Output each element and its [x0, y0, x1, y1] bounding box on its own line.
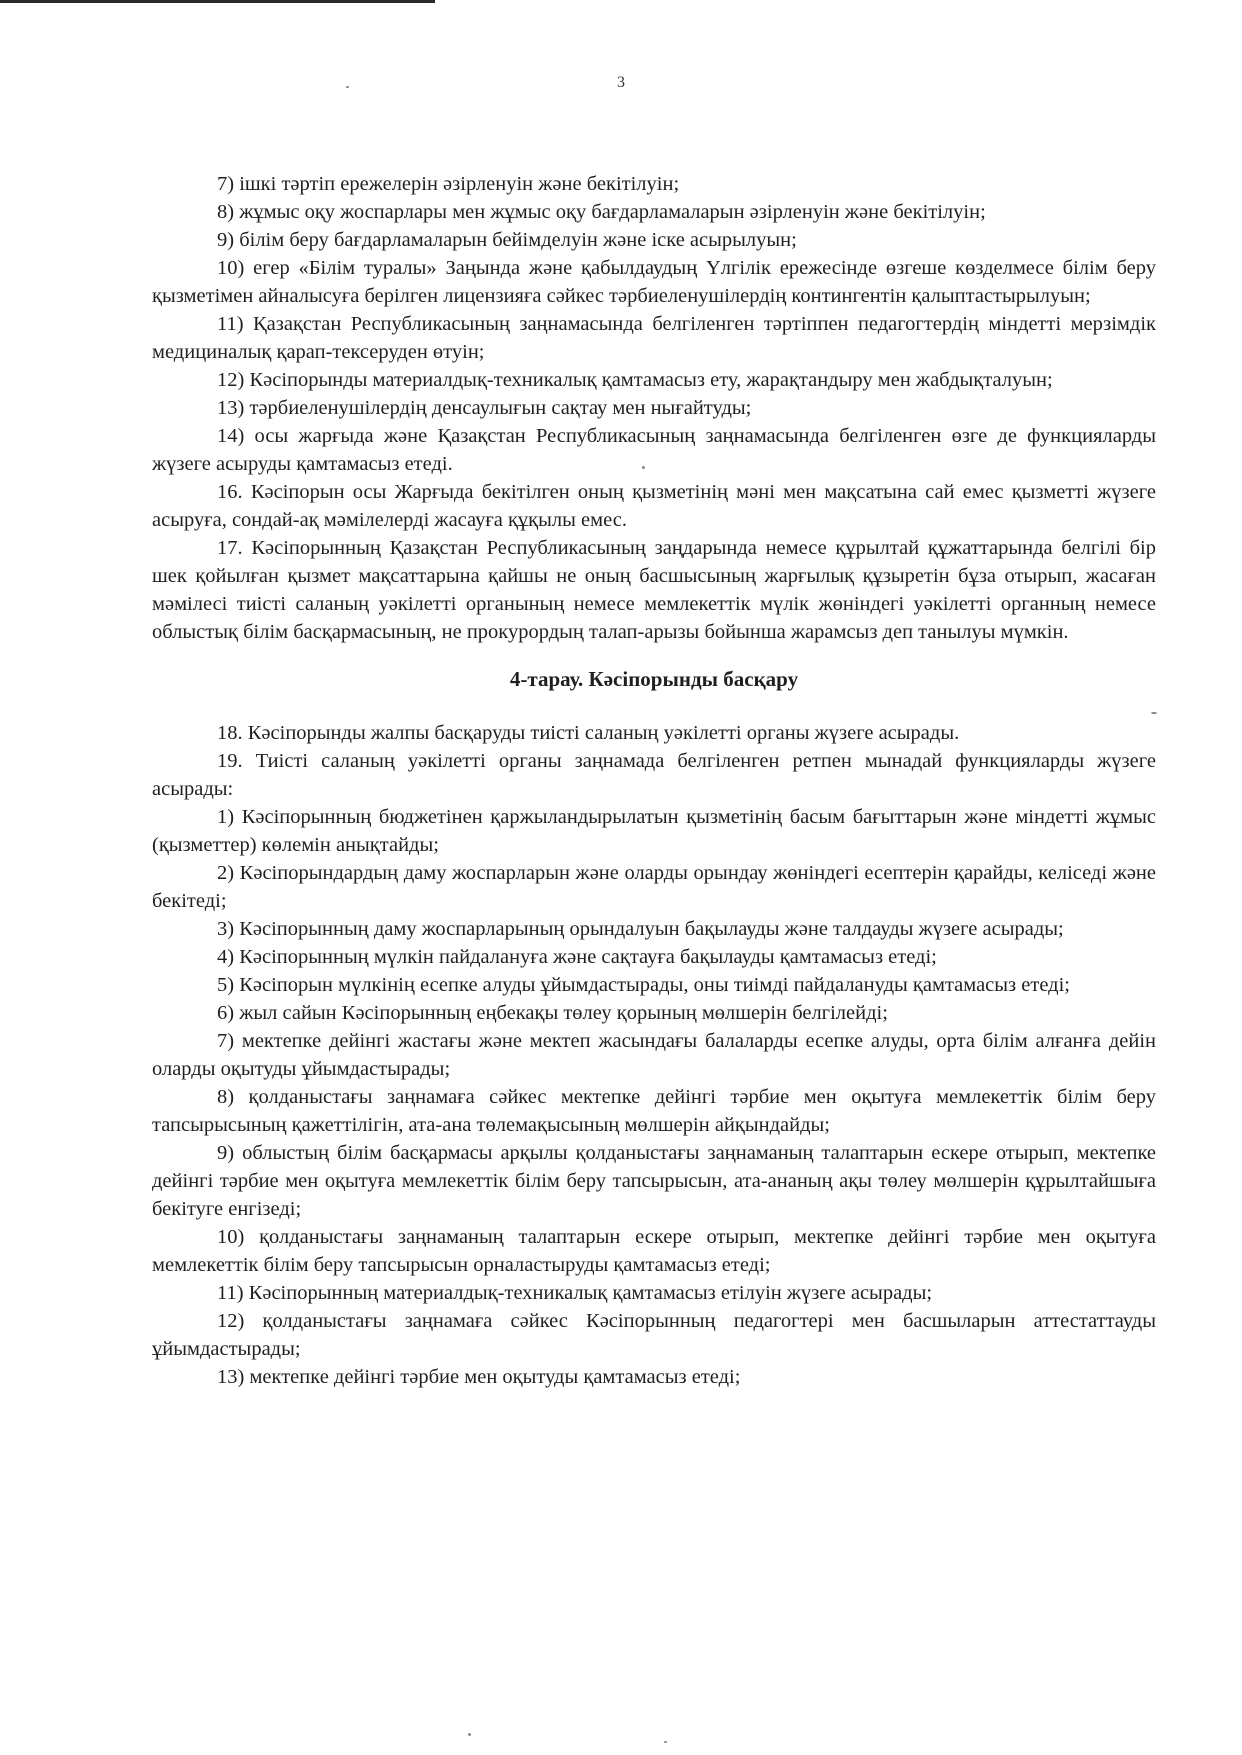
paragraph: 10) қолданыстағы заңнаманың талаптарын ескере отырып, мектепке дейінгі тәрбие мен оқытуға мемлекеттік білім беру тапсырысын орналастыруды қамтамасыз етеді; — [152, 1226, 1156, 1276]
paragraph: 2) Кәсіпорындардың даму жоспарларын және оларды орындау жөніндегі есептерін қарайды, келіседі және бекітеді; — [152, 862, 1156, 912]
paragraph: 19. Тиісті саланың уәкілетті органы заңнамада белгіленген ретпен мынадай функцияларды жүзеге асырады: — [152, 750, 1156, 800]
paragraph: 17. Кәсіпорынның Қазақстан Республикасының заңдарында немесе құрылтай құжаттарында белгілі бір шек қойылған қызмет мақсаттарына қайшы не оның басшысының жарғылық құзыретін бұза отырып, жасаған мәмілесі тиісті саланың уәкілетті органының немесе мемлекеттік мүлік жөніндегі уәкілетті органның немесе облыстық білім басқармасының, не прокурордың талап-арызы бойынша жарамсыз деп танылуы мүмкін. — [152, 537, 1156, 643]
paragraph: 11) Кәсіпорынның материалдық-техникалық қамтамасыз етілуін жүзеге асырады; — [217, 1282, 933, 1304]
paragraph: 6) жыл сайын Кәсіпорынның еңбекақы төлеу қорының мөлшерін белгілейді; — [217, 1002, 888, 1024]
paragraph: 18. Кәсіпорынды жалпы басқаруды тиісті саланың уәкілетті органы жүзеге асырады. — [217, 722, 960, 744]
document-body — [152, 170, 1156, 1391]
scan-speck — [468, 1733, 471, 1736]
page-number: 3 — [617, 74, 625, 91]
paragraph: 1) Кәсіпорынның бюджетінен қаржыландырылатын қызметінің басым бағыттарын және міндетті жұмыс (қызметтер) көлемін анықтайды; — [152, 806, 1156, 856]
paragraph: 14) осы жарғыда және Қазақстан Республикасының заңнамасында белгіленген өзге де функцияларды жүзеге асыруды қамтамасыз етеді. — [152, 425, 1156, 475]
paragraph: 7) ішкі тәртіп ережелерін әзірленуін және бекітілуін; — [217, 173, 680, 195]
paragraph: 5) Кәсіпорын мүлкінің есепке алуды ұйымдастырады, оны тиімді пайдалануды қамтамасыз етеді; — [217, 974, 1070, 996]
scan-top-edge-line — [0, 0, 435, 3]
scan-speck — [664, 1741, 667, 1743]
paragraph: 11) Қазақстан Республикасының заңнамасында белгіленген тәртіппен педагогтердің міндетті мерзімдік медициналық қарап-тексеруден өтуін; — [152, 313, 1156, 363]
paragraph: 16. Кәсіпорын осы Жарғыда бекітілген оның қызметінің мәні мен мақсатына сай емес қызметті жүзеге асыруға, сондай-ақ мәмілелерді жасауға құқылы емес. — [152, 481, 1156, 531]
paragraph: 8) қолданыстағы заңнамаға сәйкес мектепке дейінгі тәрбие мен оқытуға мемлекеттік білім беру тапсырысының қажеттілігін, ата-ана төлемақысының мөлшерін айқындайды; — [152, 1086, 1156, 1136]
paragraph: 4) Кәсіпорынның мүлкін пайдалануға және сақтауға бақылауды қамтамасыз етеді; — [217, 946, 937, 968]
paragraph: 10) егер «Білім туралы» Заңында және қабылдаудың Үлгілік ережесінде өзгеше көзделмесе білім беру қызметімен айналысуға берілген лицензияға сәйкес тәрбиеленушілердің контингентін қалыптастырылуын; — [152, 257, 1156, 307]
paragraph: 9) білім беру бағдарламаларын бейімделуін және іске асырылуын; — [217, 229, 797, 251]
paragraph: 7) мектепке дейінгі жастағы және мектеп жасындағы балаларды есепке алуды, орта білім алғанға дейін оларды оқытуды ұйымдастырады; — [152, 1030, 1156, 1080]
paragraph: 9) облыстың білім басқармасы арқылы қолданыстағы заңнаманың талаптарын ескере отырып, мектепке дейінгі тәрбие мен оқытуға мемлекеттік білім беру тапсырысын, ата-ананың ақы төлеу мөлшерін құрылтайшыға бекітуге енгізеді; — [152, 1142, 1156, 1220]
paragraph: 12) қолданыстағы заңнамаға сәйкес Кәсіпорынның педагогтері мен басшыларын аттестаттауды ұйымдастырады; — [152, 1310, 1156, 1360]
section-heading: 4-тарау. Кәсіпорынды басқару — [509, 667, 799, 691]
paragraph: 3) Кәсіпорынның даму жоспарларының орындалуын бақылауды және талдауды жүзеге асырады; — [217, 918, 1064, 940]
paragraph: 8) жұмыс оқу жоспарлары мен жұмыс оқу бағдарламаларын әзірленуін және бекітілуін; — [217, 201, 986, 223]
paragraph: 13) тәрбиеленушілердің денсаулығын сақтау мен нығайтуды; — [217, 397, 752, 419]
paragraph: 13) мектепке дейінгі тәрбие мен оқытуды қамтамасыз етеді; — [217, 1366, 741, 1388]
paragraph: 12) Кәсіпорынды материалдық-техникалық қамтамасыз ету, жарақтандыру мен жабдықталуын; — [217, 369, 1053, 391]
